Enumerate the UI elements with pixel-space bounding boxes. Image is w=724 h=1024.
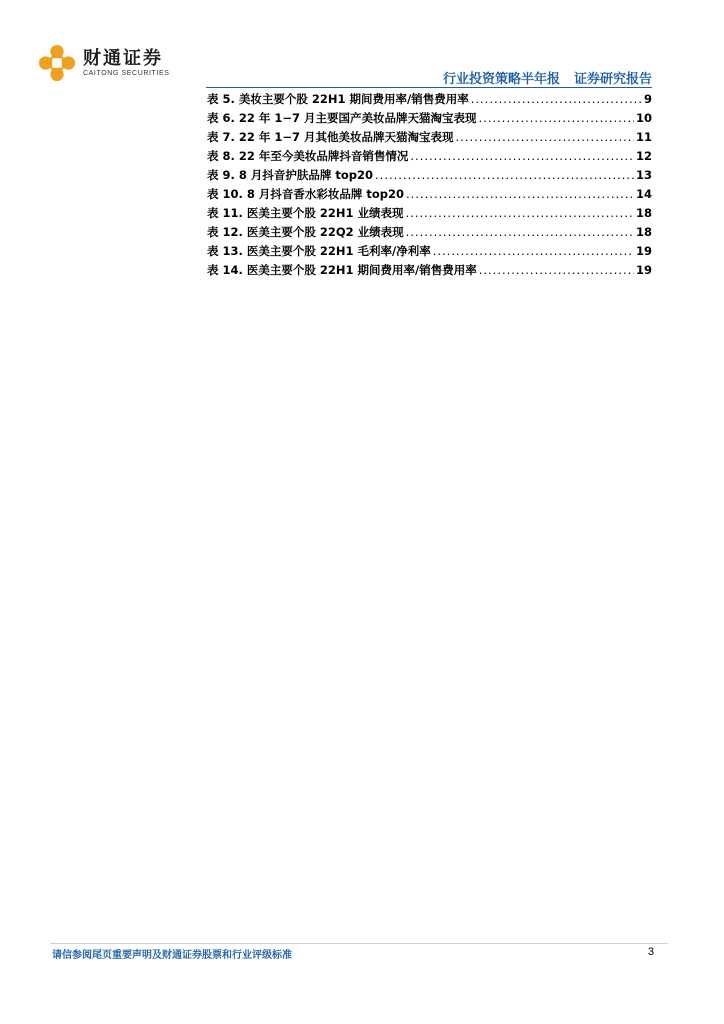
logo-chinese-name: 财通证券 xyxy=(83,48,163,69)
toc-entry-page: 18 xyxy=(635,206,652,220)
toc-entry-label: 表 11. 医美主要个股 22H1 业绩表现 xyxy=(207,206,404,220)
report-class: 证券研究报告 xyxy=(573,72,652,87)
toc-entry-page: 9 xyxy=(643,92,652,106)
toc-dot-leader xyxy=(479,261,634,280)
toc-entry[interactable] xyxy=(207,128,652,147)
toc-entry-label: 表 14. 医美主要个股 22H1 期间费用率/销售费用率 xyxy=(207,263,477,277)
toc-dot-leader xyxy=(406,223,634,242)
toc-entry-label: 表 9. 8 月抖音护肤品牌 top20 xyxy=(207,168,374,182)
toc-entry[interactable] xyxy=(207,166,652,185)
footer-disclaimer-note: 请信参阅尾页重要声明及财通证券股票和行业评级标准 xyxy=(52,950,292,961)
toc-entry-page: 18 xyxy=(635,225,652,239)
toc-entry[interactable] xyxy=(207,204,652,223)
toc-entry-page: 19 xyxy=(635,244,652,258)
toc-dot-leader xyxy=(433,242,634,261)
toc-dot-leader xyxy=(406,204,634,223)
toc-entry-page: 19 xyxy=(635,263,652,277)
toc-entry[interactable] xyxy=(207,261,652,280)
toc-entry-label: 表 5. 美妆主要个股 22H1 期间费用率/销售费用率 xyxy=(207,92,469,106)
footer-divider xyxy=(50,943,668,944)
toc-entry-label: 表 12. 医美主要个股 22Q2 业绩表现 xyxy=(207,225,404,239)
toc-entry-page: 12 xyxy=(635,149,652,163)
company-logo xyxy=(38,44,170,82)
toc-entry[interactable] xyxy=(207,109,652,128)
toc-dot-leader xyxy=(375,166,634,185)
toc-entry-page: 13 xyxy=(635,168,652,182)
toc-dot-leader xyxy=(471,90,642,109)
toc-entry[interactable] xyxy=(207,147,652,166)
toc-entry-page: 14 xyxy=(635,187,652,201)
caitong-logo-icon xyxy=(38,44,76,82)
toc-entry[interactable] xyxy=(207,242,652,261)
toc-dot-leader xyxy=(479,109,634,128)
toc-dot-leader xyxy=(410,147,634,166)
toc-dot-leader xyxy=(456,128,634,147)
header-divider xyxy=(206,87,652,88)
toc-entry[interactable] xyxy=(207,223,652,242)
logo-english-name: CAITONG SECURITIES xyxy=(83,70,170,77)
toc-entry[interactable] xyxy=(207,185,652,204)
table-of-contents xyxy=(207,90,652,280)
toc-dot-leader xyxy=(406,185,634,204)
toc-entry[interactable] xyxy=(207,90,652,109)
toc-entry-label: 表 13. 医美主要个股 22H1 毛利率/净利率 xyxy=(207,244,431,258)
toc-entry-label: 表 7. 22 年 1−7 月其他美妆品牌天猫淘宝表现 xyxy=(207,130,454,144)
toc-entry-page: 11 xyxy=(635,130,652,144)
toc-entry-label: 表 6. 22 年 1−7 月主要国产美妆品牌天猫淘宝表现 xyxy=(207,111,477,125)
report-type: 行业投资策略半年报 xyxy=(442,72,560,87)
toc-entry-label: 表 8. 22 年至今美妆品牌抖音销售情况 xyxy=(207,149,409,163)
toc-entry-label: 表 10. 8 月抖音香水彩妆品牌 top20 xyxy=(207,187,405,201)
page-number: 3 xyxy=(647,946,654,958)
toc-entry-page: 10 xyxy=(635,111,652,125)
report-header xyxy=(443,68,652,87)
